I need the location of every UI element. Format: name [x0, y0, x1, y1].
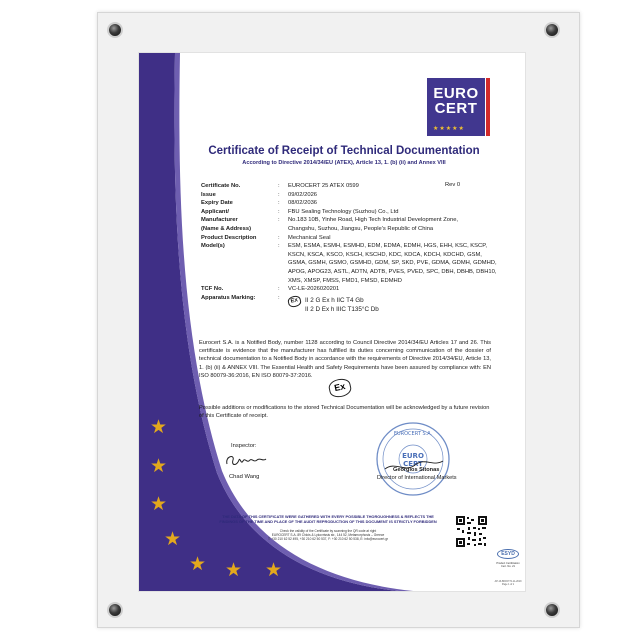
footer-notice: THE DATA OF THIS CERTIFICATE WERE GATHERED WITH EVERY POSSIBLE THOROUGHNESS & REFLECTS THE FINDINGS OF THE TIME AND PLACE OF THE AUDIT REPRODUCTION OF THIS DOCUMENT IS STRICTLY FORBIDDEN: [219, 514, 437, 524]
screw-bottom-left: [107, 602, 123, 618]
ex-symbol-icon: Ex: [287, 294, 302, 307]
logo-stars-icon: ★★★★★: [433, 126, 465, 132]
revision-statement: Possible additions or modifications to the stored Technical Documentation will be acknowledged by a future revision of this Certificate of receipt.: [199, 405, 490, 420]
star-icon: ★: [265, 560, 283, 581]
field-row: Expiry Date : 08/02/2036: [201, 199, 501, 208]
field-row: Certificate No. : EUROCERT 25 ATEX 0599: [201, 182, 501, 191]
screw-bottom-right: [544, 602, 560, 618]
expiry-date: 08/02/2036: [288, 200, 318, 207]
qr-code-icon[interactable]: [455, 515, 488, 548]
star-icon: ★: [189, 554, 207, 575]
eurocert-logo: EURO CERT ★★★★★: [427, 78, 485, 136]
field-row: (Name & Address) Changshu, Suzhou, Jiangsu, People's Republic of China: [201, 225, 501, 234]
certificate-subtitle: According to Directive 2014/34/EU (ATEX), Article 13, 1. (b) (ii) and Annex VIII: [242, 160, 446, 166]
product-description: Mechanical Seal: [288, 234, 331, 241]
certificate-fields: [201, 182, 501, 314]
product-certification-text: Product Certification Cert. No. 21: [496, 562, 520, 569]
screw-top-left: [107, 22, 123, 38]
model-list: ESM, ESMA, ESMH, ESMHD, EDM, EDMA, EDMH, HGS, EHH, KSC, KSCP, KSCN, KSCA, KSCO, KSCH, KSCHD, KDC, KDCA, KDCH, KDCHD, GSM, GSMA, GSMH, GSMO, GSMHD, GDM, SP, SKD, PVE, GDMA, GDMH, GDMHD, APOG, APOG23, ASTL, ADTN, ADTB, PVES, PVED, SPC, DBH, DBHB, DBH10, XMS, XMSP, FMSS, FMD1, FMSD, EDMHD: [288, 243, 497, 284]
notified-body-statement: Eurocert S.A. is a Notified Body, number 1128 according to Council Directive 2014/34/EU Articles 17 and 26. This certificate is evidence that the manufacturer has fulfilled its duties concerning communication of the dossier of technical documentation to a Notified Body in accordance with the requirements of Directive 2014/34/EU, Article 13, 1. (b) (ii) & ANNEX VIII. The Essential Health and Safety Requirements have been assured by compliance with: EN ISO 80079-36:2016, EN ISO 80079-37:2016.: [199, 340, 491, 379]
field-row: Issue : 09/02/2026: [201, 191, 501, 200]
inspector-signature: [223, 452, 269, 470]
star-icon: ★: [150, 494, 168, 515]
director-role: Director of International Markets: [377, 475, 457, 481]
manufacturer-address-2: Changshu, Suzhou, Jiangsu, People's Republic of China: [288, 225, 434, 232]
field-row: Apparatus Marking: : Ex II 2 G Ex h IIC T4 Gb II 2 D Ex h IIIC T135°C Db: [201, 294, 501, 314]
star-icon: ★: [150, 456, 168, 477]
certificate-number: EUROCERT 25 ATEX 0599: [288, 183, 359, 189]
certificate-title: Certificate of Receipt of Technical Documentation: [208, 145, 480, 157]
tcf-number: VC-LE-2026020201: [288, 286, 340, 293]
screw-top-right: [544, 22, 560, 38]
star-icon: ★: [150, 417, 168, 438]
footer-contact: Check the validity of the Certificate by scanning the QR code at right EUROCERT S.A. 89 Chlois & Lykovrissis str., 144 52, Metamorphosis – Greece T: +30 210 62 52 495, +30 210 62 50 537, F: +30 210 62 50 538, E: info@eurocert.gr: [267, 529, 389, 542]
issue-date: 09/02/2026: [288, 191, 318, 198]
applicant-name: FBU Sealing Technology (Suzhou) Co., Ltd: [288, 208, 399, 215]
apparatus-marking: Ex II 2 G Ex h IIC T4 Gb II 2 D Ex h IIIC T135°C Db: [288, 296, 498, 314]
esyd-badge-icon: ESYD: [497, 549, 519, 559]
eurocert-stamp: [375, 421, 451, 497]
field-row: TCF No. : VC-LE-2026020201: [201, 285, 501, 294]
svg-text:EURO: EURO: [402, 452, 424, 460]
inspector-label: Inspector:: [231, 443, 257, 449]
manufacturer-address: No.183 10B, Yinhe Road, High Tech Industrial Development Zone,: [288, 217, 459, 224]
svg-text:CERT: CERT: [403, 460, 423, 468]
field-row: Model(s) : ESM, ESMA, ESMH, ESMHD, EDM, EDMA, EDMH, HGS, EHH, KSC, KSCP, KSCN, KSCA, KSCO, KSCH, KSCHD, KDC, KDCA, KDCH, KDCHD, GSM, GSMA, GSMH, GSMO, GSMHD, GDM, SP, SKD, PVE, GDMA, GDMH, GDMHD, APOG, APOG23, ASTL, ADTN, ADTB, PVES, PVED, SPC, DBH, DBHB, DBH10, XMS, XMSP, FMSS, FMD1, FMSD, EDMHD: [201, 243, 497, 284]
certificate: [138, 52, 526, 592]
star-icon: ★: [164, 529, 182, 550]
star-icon: ★: [225, 560, 243, 581]
ex-symbol-large-icon: Ex: [327, 377, 352, 399]
field-row: Manufacturer : No.183 10B, Yinhe Road, High Tech Industrial Development Zone,: [201, 216, 501, 225]
page-info: AP-13-BKF0772-11-2019 Page 1 of 1: [494, 580, 522, 586]
logo-red-bar: [486, 78, 490, 136]
director-name: Georgios Sitonas: [393, 467, 440, 473]
field-row: Applicant/ : FBU Sealing Technology (Suzhou) Co., Ltd: [201, 208, 501, 217]
inspector-name: Chad Wang: [229, 474, 260, 480]
revision: Rev 0: [445, 182, 461, 188]
svg-text:EUROCERT S.A.: EUROCERT S.A.: [393, 431, 433, 437]
field-row: Product Description : Mechanical Seal: [201, 234, 501, 243]
